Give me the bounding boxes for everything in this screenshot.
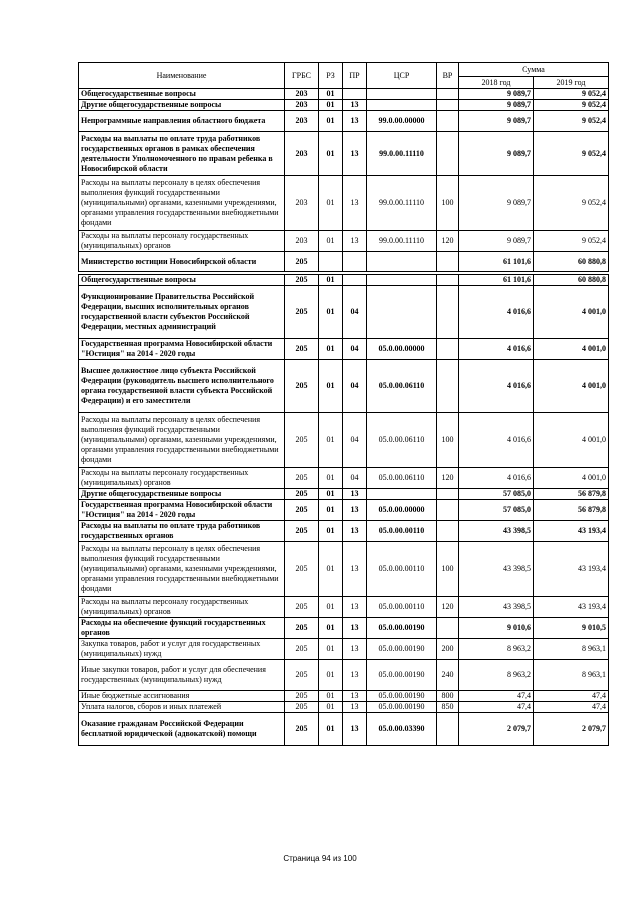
row-sum-2019: 9 052,4 [534, 111, 609, 132]
col-header-grbs: ГРБС [285, 63, 319, 89]
row-name: Министерство юстиции Новосибирской области [79, 252, 285, 272]
row-sum-2018: 47,4 [459, 702, 534, 713]
row-csr [367, 286, 437, 339]
row-csr: 99.0.00.11110 [367, 176, 437, 231]
table-row [79, 89, 609, 100]
row-csr: 05.0.00.00110 [367, 597, 437, 618]
row-sum-2018: 61 101,6 [459, 252, 534, 272]
row-name: Расходы на выплаты по оплате труда работников государственных органов в рамках обеспечения деятельности Уполномоченного по правам ребенка в Новосибирской области [79, 132, 285, 176]
row-sum-2019: 9 052,4 [534, 100, 609, 111]
row-sum-2019: 56 879,8 [534, 489, 609, 500]
row-vr [437, 339, 459, 360]
row-rz: 01 [319, 660, 343, 691]
table-row [79, 231, 609, 252]
row-csr [367, 275, 437, 286]
row-sum-2018: 43 398,5 [459, 521, 534, 542]
row-name: Расходы на выплаты по оплате труда работников государственных органов [79, 521, 285, 542]
row-csr [367, 100, 437, 111]
row-sum-2018: 43 398,5 [459, 542, 534, 597]
row-sum-2018: 8 963,2 [459, 639, 534, 660]
table-row [79, 597, 609, 618]
row-name: Закупка товаров, работ и услуг для государственных (муниципальных) нужд [79, 639, 285, 660]
col-header-name: Наименование [79, 63, 285, 89]
row-vr: 100 [437, 413, 459, 468]
row-vr [437, 252, 459, 272]
row-rz: 01 [319, 597, 343, 618]
row-csr [367, 89, 437, 100]
col-header-2018: 2018 год [459, 77, 534, 89]
row-pr: 13 [343, 100, 367, 111]
row-grbs: 205 [285, 360, 319, 413]
row-pr: 13 [343, 521, 367, 542]
row-grbs: 205 [285, 500, 319, 521]
row-rz: 01 [319, 339, 343, 360]
row-vr [437, 275, 459, 286]
row-vr [437, 618, 459, 639]
table-row [79, 691, 609, 702]
row-name: Расходы на выплаты персоналу государственных (муниципальных) органов [79, 231, 285, 252]
table-row [79, 111, 609, 132]
row-sum-2019: 8 963,1 [534, 639, 609, 660]
row-vr: 240 [437, 660, 459, 691]
table-row [79, 360, 609, 413]
row-sum-2019: 9 052,4 [534, 89, 609, 100]
row-pr: 13 [343, 713, 367, 746]
row-name: Оказание гражданам Российской Федерации бесплатной юридической (адвокатской) помощи [79, 713, 285, 746]
row-rz: 01 [319, 100, 343, 111]
table-row [79, 542, 609, 597]
col-header-csr: ЦСР [367, 63, 437, 89]
col-header-rz: РЗ [319, 63, 343, 89]
row-csr: 05.0.00.00000 [367, 339, 437, 360]
table-row [79, 618, 609, 639]
row-vr [437, 489, 459, 500]
row-grbs: 205 [285, 275, 319, 286]
row-grbs: 205 [285, 691, 319, 702]
row-rz: 01 [319, 286, 343, 339]
row-name: Функционирование Правительства Российской Федерации, высших исполнительных органов государственной власти субъектов Российской Федерации, местных администраций [79, 286, 285, 339]
row-name: Расходы на выплаты персоналу государственных (муниципальных) органов [79, 468, 285, 489]
row-sum-2019: 8 963,1 [534, 660, 609, 691]
row-sum-2019: 60 880,8 [534, 275, 609, 286]
row-csr: 05.0.00.06110 [367, 360, 437, 413]
row-sum-2018: 9 010,6 [459, 618, 534, 639]
row-csr: 05.0.00.00110 [367, 542, 437, 597]
row-name: Высшее должностное лицо субъекта Российской Федерации (руководитель высшего исполнительного органа государственной власти субъекта Российской Федерации) и его заместители [79, 360, 285, 413]
row-rz: 01 [319, 275, 343, 286]
table-row [79, 500, 609, 521]
row-csr [367, 252, 437, 272]
page-footer: Страница 94 из 100 [283, 854, 357, 863]
row-pr: 04 [343, 413, 367, 468]
row-rz: 01 [319, 111, 343, 132]
row-sum-2019: 9 052,4 [534, 132, 609, 176]
row-sum-2018: 9 089,7 [459, 111, 534, 132]
row-rz: 01 [319, 360, 343, 413]
row-csr: 99.0.00.11110 [367, 231, 437, 252]
row-rz: 01 [319, 691, 343, 702]
table-row [79, 489, 609, 500]
row-rz: 01 [319, 413, 343, 468]
row-rz: 01 [319, 468, 343, 489]
row-name: Общегосударственные вопросы [79, 275, 285, 286]
row-grbs: 205 [285, 252, 319, 272]
row-grbs: 203 [285, 100, 319, 111]
row-name: Общегосударственные вопросы [79, 89, 285, 100]
row-csr: 05.0.00.06110 [367, 413, 437, 468]
row-vr [437, 100, 459, 111]
row-sum-2019: 9 010,5 [534, 618, 609, 639]
table-row [79, 100, 609, 111]
row-csr: 05.0.00.00110 [367, 521, 437, 542]
row-name: Уплата налогов, сборов и иных платежей [79, 702, 285, 713]
row-vr: 100 [437, 542, 459, 597]
table-row [79, 660, 609, 691]
row-vr [437, 89, 459, 100]
row-sum-2018: 4 016,6 [459, 413, 534, 468]
row-sum-2019: 4 001,0 [534, 360, 609, 413]
row-pr [343, 89, 367, 100]
row-name: Другие общегосударственные вопросы [79, 489, 285, 500]
row-pr: 13 [343, 691, 367, 702]
row-sum-2019: 47,4 [534, 702, 609, 713]
row-rz: 01 [319, 176, 343, 231]
row-grbs: 205 [285, 286, 319, 339]
row-csr: 05.0.00.00000 [367, 500, 437, 521]
table-row [79, 132, 609, 176]
table-row [79, 413, 609, 468]
row-pr: 13 [343, 111, 367, 132]
row-grbs: 205 [285, 702, 319, 713]
row-sum-2018: 2 079,7 [459, 713, 534, 746]
row-csr: 05.0.00.00190 [367, 660, 437, 691]
table-row [79, 639, 609, 660]
row-name: Государственная программа Новосибирской области "Юстиция" на 2014 - 2020 годы [79, 339, 285, 360]
row-name: Расходы на выплаты персоналу в целях обеспечения выполнения функций государственными (муниципальными) органами, казенными учреждениями, органами управления государственными внебюджетными фондами [79, 542, 285, 597]
table-row [79, 176, 609, 231]
table-body [79, 89, 609, 746]
row-rz: 01 [319, 132, 343, 176]
row-sum-2019: 43 193,4 [534, 597, 609, 618]
row-pr: 13 [343, 702, 367, 713]
row-pr: 13 [343, 231, 367, 252]
row-name: Иные закупки товаров, работ и услуг для обеспечения государственных (муниципальных) нужд [79, 660, 285, 691]
col-header-pr: ПР [343, 63, 367, 89]
table-row [79, 286, 609, 339]
row-grbs: 203 [285, 111, 319, 132]
row-sum-2018: 43 398,5 [459, 597, 534, 618]
budget-table [78, 62, 609, 746]
row-grbs: 205 [285, 521, 319, 542]
row-rz: 01 [319, 702, 343, 713]
row-grbs: 205 [285, 339, 319, 360]
row-rz [319, 252, 343, 272]
row-grbs: 203 [285, 89, 319, 100]
row-vr [437, 132, 459, 176]
row-pr: 13 [343, 639, 367, 660]
row-vr [437, 360, 459, 413]
row-sum-2018: 4 016,6 [459, 468, 534, 489]
table-row [79, 275, 609, 286]
row-grbs: 205 [285, 468, 319, 489]
row-grbs: 205 [285, 639, 319, 660]
row-csr: 05.0.00.00190 [367, 639, 437, 660]
row-rz: 01 [319, 89, 343, 100]
row-name: Государственная программа Новосибирской области "Юстиция" на 2014 - 2020 годы [79, 500, 285, 521]
row-csr [367, 489, 437, 500]
row-vr [437, 713, 459, 746]
row-sum-2019: 4 001,0 [534, 413, 609, 468]
row-sum-2018: 4 016,6 [459, 286, 534, 339]
row-name: Расходы на выплаты персоналу в целях обеспечения выполнения функций государственными (муниципальными) органами, казенными учреждениями, органами управления государственными внебюджетными фондами [79, 413, 285, 468]
row-sum-2019: 4 001,0 [534, 468, 609, 489]
row-vr: 200 [437, 639, 459, 660]
row-grbs: 205 [285, 542, 319, 597]
row-rz: 01 [319, 521, 343, 542]
row-name: Расходы на обеспечение функций государственных органов [79, 618, 285, 639]
row-name: Расходы на выплаты персоналу в целях обеспечения выполнения функций государственными (муниципальными) органами, казенными учреждениями, органами управления государственными внебюджетными фондами [79, 176, 285, 231]
row-sum-2019: 60 880,8 [534, 252, 609, 272]
row-grbs: 205 [285, 597, 319, 618]
row-sum-2019: 43 193,4 [534, 542, 609, 597]
row-pr [343, 252, 367, 272]
row-sum-2019: 9 052,4 [534, 176, 609, 231]
row-sum-2018: 9 089,7 [459, 100, 534, 111]
row-rz: 01 [319, 618, 343, 639]
row-grbs: 205 [285, 618, 319, 639]
row-pr: 04 [343, 360, 367, 413]
row-grbs: 205 [285, 489, 319, 500]
table-row [79, 702, 609, 713]
row-name: Другие общегосударственные вопросы [79, 100, 285, 111]
row-csr: 99.0.00.00000 [367, 111, 437, 132]
row-sum-2018: 9 089,7 [459, 89, 534, 100]
row-pr: 13 [343, 489, 367, 500]
row-sum-2019: 9 052,4 [534, 231, 609, 252]
table-row [79, 468, 609, 489]
row-sum-2019: 2 079,7 [534, 713, 609, 746]
row-grbs: 203 [285, 132, 319, 176]
table-row [79, 713, 609, 746]
row-sum-2018: 4 016,6 [459, 339, 534, 360]
col-header-vr: ВР [437, 63, 459, 89]
table-row [79, 521, 609, 542]
row-sum-2018: 4 016,6 [459, 360, 534, 413]
row-pr: 13 [343, 132, 367, 176]
row-vr: 850 [437, 702, 459, 713]
row-grbs: 205 [285, 713, 319, 746]
row-sum-2018: 9 089,7 [459, 176, 534, 231]
row-sum-2019: 4 001,0 [534, 286, 609, 339]
row-rz: 01 [319, 231, 343, 252]
col-header-sum: Сумма [459, 63, 609, 77]
row-sum-2018: 9 089,7 [459, 231, 534, 252]
row-sum-2019: 56 879,8 [534, 500, 609, 521]
row-sum-2019: 47,4 [534, 691, 609, 702]
row-rz: 01 [319, 542, 343, 597]
row-vr: 800 [437, 691, 459, 702]
row-name: Иные бюджетные ассигнования [79, 691, 285, 702]
row-grbs: 205 [285, 413, 319, 468]
row-pr: 04 [343, 286, 367, 339]
row-sum-2018: 47,4 [459, 691, 534, 702]
row-pr: 13 [343, 660, 367, 691]
row-pr: 13 [343, 176, 367, 231]
row-csr: 05.0.00.00190 [367, 702, 437, 713]
row-csr: 05.0.00.00190 [367, 618, 437, 639]
row-sum-2018: 8 963,2 [459, 660, 534, 691]
row-pr: 04 [343, 339, 367, 360]
row-name: Расходы на выплаты персоналу государственных (муниципальных) органов [79, 597, 285, 618]
row-vr: 120 [437, 468, 459, 489]
row-sum-2019: 43 193,4 [534, 521, 609, 542]
col-header-2019: 2019 год [534, 77, 609, 89]
row-grbs: 203 [285, 231, 319, 252]
row-name: Непрограммные направления областного бюджета [79, 111, 285, 132]
row-sum-2018: 61 101,6 [459, 275, 534, 286]
row-vr [437, 521, 459, 542]
row-grbs: 203 [285, 176, 319, 231]
table-row [79, 339, 609, 360]
row-vr: 120 [437, 231, 459, 252]
row-pr: 13 [343, 542, 367, 597]
table-row [79, 252, 609, 272]
row-rz: 01 [319, 713, 343, 746]
row-csr: 05.0.00.03390 [367, 713, 437, 746]
row-vr [437, 111, 459, 132]
row-sum-2019: 4 001,0 [534, 339, 609, 360]
row-csr: 05.0.00.00190 [367, 691, 437, 702]
row-csr: 99.0.00.11110 [367, 132, 437, 176]
row-pr [343, 275, 367, 286]
row-pr: 13 [343, 597, 367, 618]
row-vr [437, 286, 459, 339]
row-csr: 05.0.00.06110 [367, 468, 437, 489]
row-pr: 13 [343, 500, 367, 521]
row-vr: 120 [437, 597, 459, 618]
row-pr: 04 [343, 468, 367, 489]
row-rz: 01 [319, 489, 343, 500]
row-grbs: 205 [285, 660, 319, 691]
row-sum-2018: 9 089,7 [459, 132, 534, 176]
row-rz: 01 [319, 639, 343, 660]
row-sum-2018: 57 085,0 [459, 489, 534, 500]
row-vr [437, 500, 459, 521]
row-rz: 01 [319, 500, 343, 521]
row-vr: 100 [437, 176, 459, 231]
row-pr: 13 [343, 618, 367, 639]
row-sum-2018: 57 085,0 [459, 500, 534, 521]
